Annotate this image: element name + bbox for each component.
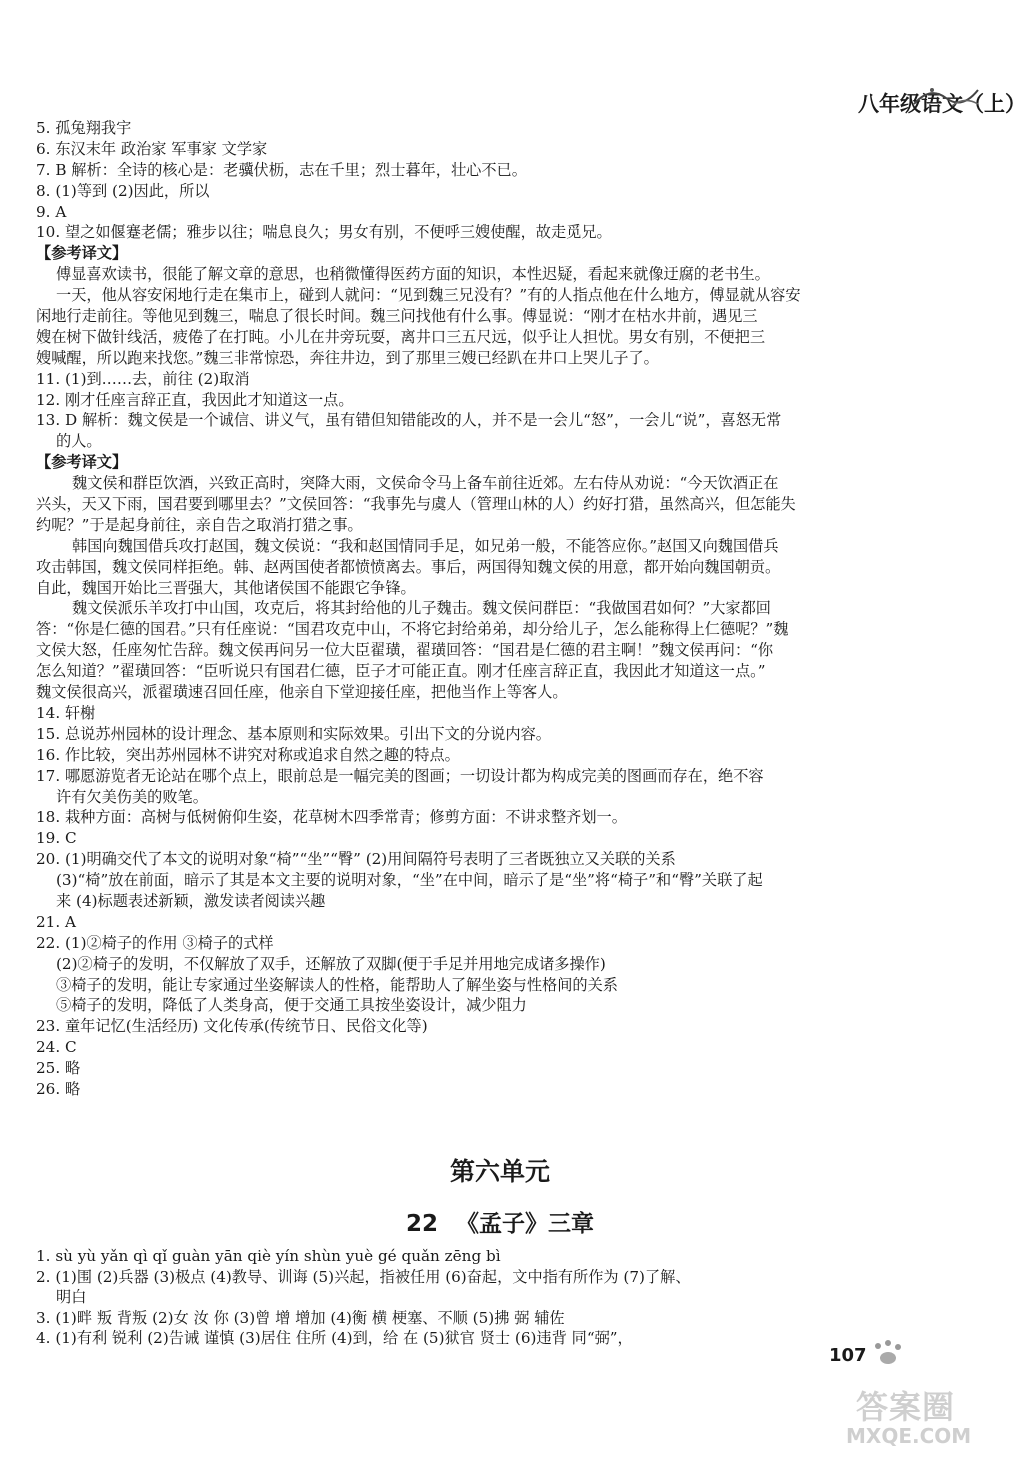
lesson-answers [36, 1246, 974, 1349]
text-line: 9. A [36, 202, 67, 221]
text-line: 魏文侯很高兴，派翟璜速召回任座，他亲自下堂迎接任座，把他当作上等客人。 [36, 683, 568, 702]
text-line: 嫂在树下做针线活，疲倦了在打盹。小儿在井旁玩耍，离井口三五尺远，似乎让人担忧。男女有别，不便把三 [36, 327, 765, 346]
text-line: 26. 略 [36, 1079, 81, 1098]
text-line: 的人。 [56, 432, 102, 451]
text-line: 8. (1)等到 (2)因此，所以 [36, 181, 210, 200]
answer-content [36, 118, 974, 1100]
text-line: 许有欠美伤美的败笔。 [56, 787, 208, 806]
text-line: 12. 刚才任座言辞正直，我因此才知道这一点。 [36, 390, 354, 409]
text-line: 22. (1)②椅子的作用 ③椅子的式样 [36, 933, 274, 952]
text-line: 嫂喊醒，所以跑来找您。”魏三非常惊恐，奔往井边，到了那里三嫂已经趴在井口上哭儿子了。 [36, 348, 659, 367]
page-header: 八年级语文（上） [858, 92, 1026, 116]
text-line: 文侯大怒，任座匆忙告辞。魏文侯再问另一位大臣翟璜，翟璜回答：“国君是仁德的君主啊！”魏文侯再问：“你 [36, 641, 774, 660]
text-line: 25. 略 [36, 1059, 81, 1078]
text-line: 21. A [36, 912, 76, 931]
text-line: (2)②椅子的发明，不仅解放了双手，还解放了双脚(便于手足并用地完成诸多操作) [56, 954, 606, 973]
text-line: 魏文侯派乐羊攻打中山国，攻克后，将其封给他的儿子魏击。魏文侯问群臣：“我做国君如何？”大家都回 [72, 599, 771, 618]
text-line: 一天，他从容安闲地行走在集市上，碰到人就问：“见到魏三兄没有？”有的人指点他在什么地方，傅显就从容安 [56, 286, 801, 305]
text-line: 2. (1)围 (2)兵器 (3)极点 (4)教导、训诲 (5)兴起，指被任用 (6)奋起，文中指有所作为 (7)了解、 [36, 1267, 691, 1286]
text-line: 17. 哪愿游览者无论站在哪个点上，眼前总是一幅完美的图画；一切设计都为构成完美的图画而存在，绝不容 [36, 766, 764, 785]
text-line: 7. B 解析：全诗的核心是：老骥伏枥，志在千里；烈士暮年，壮心不已。 [36, 160, 527, 179]
text-line: 兴头，天又下雨，国君要到哪里去？”文侯回答：“我事先与虞人（管理山林的人）约好打猎，虽然高兴，但怎能失 [36, 495, 796, 514]
text-line: ⑤椅子的发明，降低了人类身高，便于交通工具按坐姿设计，减少阻力 [56, 996, 527, 1015]
text-line: 14. 轩榭 [36, 703, 96, 722]
section-heading: 【参考译文】 [36, 244, 128, 263]
text-line: 4. (1)有利 锐利 (2)告诫 谨慎 (3)居住 住所 (4)到，给 在 (5)狱官 贤士 (6)违背 同“弼”， [36, 1329, 633, 1348]
text-line: 10. 望之如偃蹇老儒；雅步以往；喘息良久；男女有别，不便呼三嫂使醒，故走觅兄。 [36, 223, 612, 242]
text-line: 18. 栽种方面：高树与低树俯仰生姿，花草树木四季常青；修剪方面：不讲求整齐划一。 [36, 808, 627, 827]
text-line: 攻击韩国，魏文侯同样拒绝。韩、赵两国使者都愤愤离去。事后，两国得知魏文侯的用意，都开始向魏国朝贡。 [36, 557, 781, 576]
page-number: 107 [829, 1345, 867, 1366]
text-line: 怎么知道？”翟璜回答：“臣听说只有国君仁德，臣子才可能正直。刚才任座言辞正直，我因此才知道这一点。” [36, 662, 766, 681]
text-line: 20. (1)明确交代了本文的说明对象“椅”“坐”“臀” (2)用间隔符号表明了三者既独立又关联的关系 [36, 850, 676, 869]
text-line: 24. C [36, 1038, 77, 1057]
text-line: ③椅子的发明，能让专家通过坐姿解读人的性格，能帮助人了解坐姿与性格间的关系 [56, 975, 618, 994]
text-line: 3. (1)畔 叛 背叛 (2)女 汝 你 (3)曾 增 增加 (4)衡 横 梗塞、不顺 (5)拂 弼 辅佐 [36, 1308, 565, 1327]
text-line: 5. 孤兔翔我宇 [36, 119, 132, 137]
text-line: 来 (4)标题表述新颖，激发读者阅读兴趣 [56, 891, 326, 910]
text-line: (3)“椅”放在前面，暗示了其是本文主要的说明对象，“坐”在中间，暗示了是“坐”将“椅子”和“臀”关联了起 [56, 871, 763, 890]
section-heading: 【参考译文】 [36, 453, 128, 472]
lesson-title: 22 《孟子》三章 [405, 1211, 594, 1237]
text-line: 明白 [56, 1288, 87, 1307]
unit-title: 第六单元 [449, 1157, 550, 1186]
header-swirl-decoration [912, 80, 982, 110]
text-line: 韩国向魏国借兵攻打赵国，魏文侯说：“我和赵国情同手足，如兄弟一般，不能答应你。”赵国又向魏国借兵 [72, 536, 779, 555]
text-line: 自此，魏国开始比三晋强大，其他诸侯国不能跟它争锋。 [36, 578, 416, 597]
watermark-url: MXQE.COM [846, 1424, 972, 1448]
text-line: 13. D 解析：魏文侯是一个诚信、讲义气，虽有错但知错能改的人，并不是一会儿“怒”，一会儿“说”，喜怒无常 [36, 411, 782, 430]
text-line: 15. 总说苏州园林的设计理念、基本原则和实际效果。引出下文的分说内容。 [36, 724, 551, 743]
text-line: 11. (1)到……去，前往 (2)取消 [36, 369, 250, 388]
watermark-logo [846, 1382, 986, 1452]
text-line: 19. C [36, 829, 77, 848]
text-line: 魏文侯和群臣饮酒，兴致正高时，突降大雨，文侯命令马上备车前往近郊。左右侍从劝说：“今天饮酒正在 [72, 474, 779, 493]
text-line: 闲地行走前往。等他见到魏三，喘息了很长时间。魏三问找他有什么事。傅显说：“刚才在枯水井前，遇见三 [36, 307, 758, 326]
watermark-main: 答案圈 [856, 1388, 956, 1426]
text-line: 傅显喜欢读书，很能了解文章的意思，也稍微懂得医药方面的知识，本性迟疑，看起来就像迂腐的老书生。 [56, 265, 770, 284]
text-line: 约呢？”于是起身前往，亲自告之取消打猎之事。 [36, 515, 363, 534]
text-line: 答：“你是仁德的国君。”只有任座说：“国君攻克中山，不将它封给弟弟，却分给儿子，怎么能称得上仁德呢？”魏 [36, 620, 789, 639]
text-line: 6. 东汉末年 政治家 军事家 文学家 [36, 139, 268, 158]
text-line: 1. sù yù yǎn qì qǐ guàn yān qiè yín shùn yuè gé quǎn zēng bì [36, 1247, 501, 1265]
paw-decoration [868, 1338, 908, 1368]
text-line: 16. 作比较，突出苏州园林不讲究对称或追求自然之趣的特点。 [36, 745, 460, 764]
text-line: 23. 童年记忆(生活经历) 文化传承(传统节日、民俗文化等) [36, 1017, 428, 1036]
